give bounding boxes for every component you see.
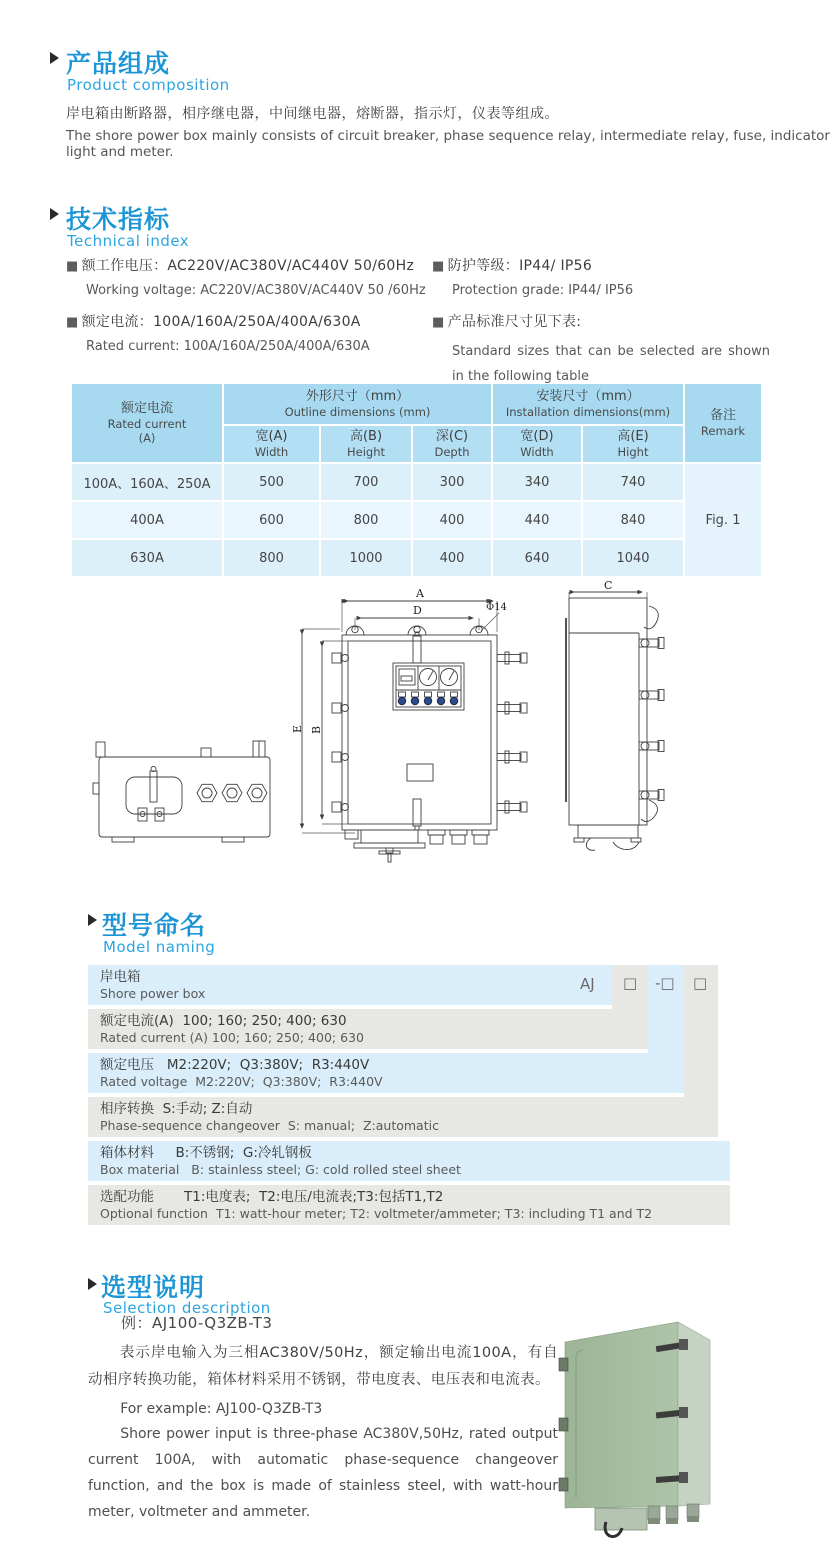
model-code-box3: □ xyxy=(693,974,708,992)
section-title-composition: 产品组成 xyxy=(66,49,171,78)
spec-cn: 额工作电压：AC220V/AC380V/AC440V 50/60Hz xyxy=(81,258,415,274)
section-arrow-icon xyxy=(88,914,97,926)
spec-item xyxy=(432,255,770,298)
section-arrow-icon xyxy=(50,208,59,220)
spec-cn: 产品标准尺寸见下表: xyxy=(447,314,582,330)
col-header-install: 安装尺寸（mm） Installation dimensions(mm) xyxy=(493,384,683,424)
section-subtitle-composition: Product composition xyxy=(67,76,230,94)
bullet-square-icon: ■ xyxy=(432,315,445,330)
table-cell: 600 xyxy=(224,502,319,538)
bottom-view xyxy=(93,741,270,842)
dim-label-dia: Φ14 xyxy=(486,602,507,613)
indicator-lights xyxy=(398,692,458,705)
spec-item xyxy=(66,311,426,354)
side-latches xyxy=(639,638,664,801)
section-title-technical: 技术指标 xyxy=(66,205,171,234)
hook-top xyxy=(644,606,658,629)
sub-header: 宽(A) Width xyxy=(224,426,319,462)
sub-header: 高(E) Hight xyxy=(583,426,683,462)
spec-en: Protection grade: IP44/ IP56 xyxy=(452,283,634,298)
cable-glands xyxy=(428,830,489,844)
table-cell: 700 xyxy=(321,464,411,500)
selection-paragraph-en: Shore power input is three-phase AC380V,50Hz, rated output current 100A, with automatic phase-sequence changeover function, and the box is made of stainless steel, with watt-hour meter, voltmeter and ammeter. xyxy=(88,1426,558,1520)
gauge-meter xyxy=(441,669,458,686)
product-photo xyxy=(540,1292,770,1562)
sub-header: 高(B) Height xyxy=(321,426,411,462)
dimension-table xyxy=(70,382,763,578)
spec-column-left xyxy=(66,255,426,367)
dim-label-d: D xyxy=(413,604,422,617)
spec-cn: 防护等级：IP44/ IP56 xyxy=(447,258,593,274)
table-cell: 800 xyxy=(321,502,411,538)
spec-en: Rated current: 100A/160A/250A/400A/630A xyxy=(86,339,370,354)
sub-header: 深(C) Depth xyxy=(413,426,491,462)
dim-label-b: B xyxy=(310,725,323,734)
selection-example-cn: 例：AJ100-Q3ZB-T3 xyxy=(121,1314,273,1332)
col-header-rated: 额定电流 Rated current (A) xyxy=(72,384,222,462)
section-subtitle-naming: Model naming xyxy=(103,938,216,956)
hook-bottom xyxy=(641,800,658,822)
table-cell: 500 xyxy=(224,464,319,500)
remark-cell: Fig. 1 xyxy=(685,464,761,576)
table-cell: 800 xyxy=(224,540,319,576)
section-subtitle-technical: Technical index xyxy=(67,232,190,250)
spec-item xyxy=(432,311,770,389)
model-code-prefix: AJ xyxy=(580,975,595,993)
table-cell: 740 xyxy=(583,464,683,500)
table-cell: 840 xyxy=(583,502,683,538)
section-subtitle-selection: Selection description xyxy=(103,1299,271,1317)
selection-text-block xyxy=(88,1312,558,1525)
sub-header: 宽(D) Width xyxy=(493,426,581,462)
side-view xyxy=(566,580,664,850)
composition-paragraph-cn: 岸电箱由断路器，相序继电器，中间继电器，熔断器，指示灯，仪表等组成。 xyxy=(66,106,559,122)
naming-row: 选配功能 T1:电度表; T2:电压/电流表;T3:包括T1,T2 Optional function T1: watt-hour meter; T2: voltmeter/ammeter; T3: including T1 and T2 xyxy=(88,1185,730,1225)
bullet-square-icon: ■ xyxy=(66,259,79,274)
door-outline xyxy=(126,777,182,814)
table-cell: 300 xyxy=(413,464,491,500)
bottom-bracket xyxy=(595,1508,647,1530)
table-cell: 400A xyxy=(72,502,222,538)
selection-example-en: For example: AJ100-Q3ZB-T3 xyxy=(120,1401,323,1417)
front-view xyxy=(291,587,527,862)
model-code-box2: -□ xyxy=(655,974,675,992)
spec-column-right xyxy=(432,255,770,402)
naming-row: 额定电流(A) 100; 160; 250; 400; 630 Rated current (A) 100; 160; 250; 400; 630 xyxy=(88,1009,648,1049)
dim-label-a: A xyxy=(416,587,424,600)
nameplate xyxy=(407,764,433,781)
table-cell: 630A xyxy=(72,540,222,576)
mounting-bracket xyxy=(361,830,418,843)
spec-cn: 额定电流：100A/160A/250A/400A/630A xyxy=(81,314,361,330)
section-title-selection: 选型说明 xyxy=(101,1273,206,1302)
table-cell: 100A、160A、250A xyxy=(72,464,222,500)
composition-paragraph-en: The shore power box mainly consists of circuit breaker, phase sequence relay, intermediate relay, fuse, indicator light and meter. xyxy=(66,128,830,160)
table-cell: 340 xyxy=(493,464,581,500)
meter-panel xyxy=(393,663,464,710)
gland-holes xyxy=(197,784,267,801)
technical-drawing xyxy=(55,580,775,895)
col-header-remark: 备注 Remark xyxy=(685,384,761,462)
dim-label-e: E xyxy=(291,724,304,733)
section-arrow-icon xyxy=(50,52,59,64)
bullet-square-icon: ■ xyxy=(432,259,445,274)
latch-bars xyxy=(497,652,527,813)
side-bracket xyxy=(578,825,638,838)
table-cell: 400 xyxy=(413,540,491,576)
gauge-meter xyxy=(420,669,437,686)
spec-item xyxy=(66,255,426,298)
bottom-glands xyxy=(648,1504,699,1524)
spec-en: Standard sizes that can be selected are shown in the following table xyxy=(452,344,770,384)
table-row xyxy=(72,540,761,576)
table-cell: 400 xyxy=(413,502,491,538)
col-header-outline: 外形尺寸（mm） Outline dimensions (mm) xyxy=(224,384,491,424)
hinge-bolts xyxy=(332,653,349,812)
table-cell: 640 xyxy=(493,540,581,576)
naming-row: 额定电压 M2:220V; Q3:380V; R3:440V Rated voltage M2:220V; Q3:380V; R3:440V xyxy=(88,1053,684,1093)
selection-paragraph-cn: 表示岸电输入为三相AC380V/50Hz，额定输出电流100A，有自动相序转换功能，箱体材料采用不锈钢，带电度表、电压表和电流表。 xyxy=(88,1345,558,1388)
naming-row: 岸电箱 Shore power box xyxy=(88,965,612,1005)
table-row xyxy=(72,464,761,500)
table-cell: 1040 xyxy=(583,540,683,576)
bullet-square-icon: ■ xyxy=(66,315,79,330)
table-cell: 440 xyxy=(493,502,581,538)
naming-row: 相序转换 S:手动; Z:自动 Phase-sequence changeover S: manual; Z:automatic xyxy=(88,1097,718,1137)
section-title-naming: 型号命名 xyxy=(102,911,207,940)
table-row xyxy=(72,502,761,538)
dim-label-c: C xyxy=(604,580,613,592)
table-cell: 1000 xyxy=(321,540,411,576)
section-arrow-icon xyxy=(88,1278,97,1290)
naming-row: 箱体材料 B:不锈钢; G:冷轧钢板 Box material B: stainless steel; G: cold rolled steel sheet xyxy=(88,1141,730,1181)
model-code-box1: □ xyxy=(623,974,638,992)
spec-en: Working voltage: AC220V/AC380V/AC440V 50 /60Hz xyxy=(86,283,426,298)
